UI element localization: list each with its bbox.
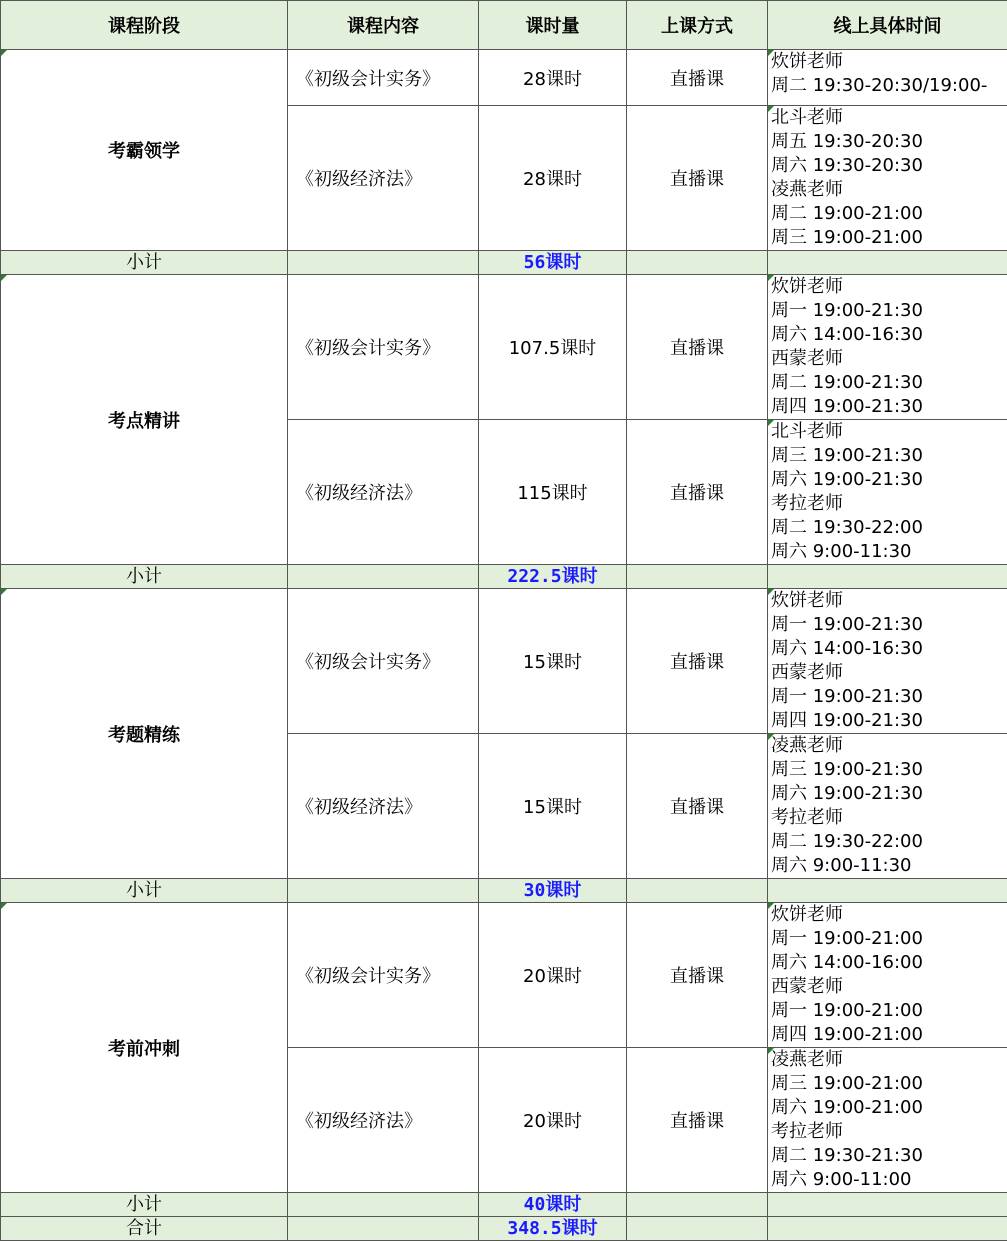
cell-marker	[768, 106, 774, 112]
subtotal-label-cell[interactable]: 小计	[1, 565, 288, 589]
schedule-line: 凌燕老师	[771, 1049, 843, 1070]
course-mode-cell[interactable]: 直播课	[627, 589, 768, 734]
course-content-cell[interactable]: 《初级会计实务》	[288, 275, 479, 420]
cell-marker	[768, 275, 774, 281]
schedule-cell[interactable]	[768, 106, 1007, 251]
schedule-line: 周六 9:00-11:30	[771, 541, 912, 562]
stage-cell[interactable]: 考题精练	[1, 589, 288, 879]
schedule-line: 炊饼老师	[771, 590, 843, 611]
subtotal-hours: 222.5课时	[507, 566, 598, 587]
subtotal-empty-cell[interactable]	[288, 565, 479, 589]
schedule-cell[interactable]	[768, 903, 1007, 1048]
schedule-line: 周二 19:30-20:30/19:00-	[771, 75, 988, 96]
schedule-line: 周六 19:00-21:30	[771, 783, 923, 804]
course-hours-cell[interactable]: 28课时	[479, 50, 627, 106]
subtotal-empty-cell[interactable]	[768, 565, 1007, 589]
subtotal-empty-cell[interactable]	[288, 879, 479, 903]
course-row	[1, 50, 1007, 106]
total-empty-cell[interactable]	[768, 1217, 1007, 1241]
total-hours-cell[interactable]	[479, 1217, 627, 1241]
header-schedule[interactable]: 线上具体时间	[768, 1, 1007, 50]
schedule-line: 周六 9:00-11:30	[771, 855, 912, 876]
subtotal-hours: 30课时	[523, 880, 582, 901]
schedule-line: 北斗老师	[771, 421, 843, 442]
course-hours-cell[interactable]: 107.5课时	[479, 275, 627, 420]
subtotal-hours: 40课时	[523, 1194, 582, 1215]
subtotal-empty-cell[interactable]	[768, 251, 1007, 275]
schedule-line: 周一 19:00-21:00	[771, 928, 923, 949]
schedule-line: 西蒙老师	[771, 662, 843, 683]
course-hours-cell[interactable]: 28课时	[479, 106, 627, 251]
course-row	[1, 903, 1007, 1048]
schedule-line: 周二 19:00-21:00	[771, 203, 923, 224]
schedule-line: 凌燕老师	[771, 179, 843, 200]
table-body	[1, 50, 1007, 1241]
header-mode[interactable]: 上课方式	[627, 1, 768, 50]
course-content-cell[interactable]: 《初级经济法》	[288, 106, 479, 251]
total-hours: 348.5课时	[507, 1218, 598, 1239]
course-hours-cell[interactable]: 20课时	[479, 903, 627, 1048]
schedule-line: 炊饼老师	[771, 51, 843, 72]
schedule-line: 周一 19:00-21:30	[771, 686, 923, 707]
course-mode-cell[interactable]: 直播课	[627, 734, 768, 879]
schedule-line: 考拉老师	[771, 1121, 843, 1142]
schedule-line: 周六 14:00-16:30	[771, 324, 923, 345]
course-hours-cell[interactable]: 15课时	[479, 734, 627, 879]
subtotal-label-cell[interactable]: 小计	[1, 879, 288, 903]
cell-marker	[768, 734, 774, 740]
header-stage[interactable]: 课程阶段	[1, 1, 288, 50]
schedule-line: 周五 19:30-20:30	[771, 131, 923, 152]
schedule-line: 周一 19:00-21:00	[771, 1000, 923, 1021]
course-content-cell[interactable]: 《初级经济法》	[288, 734, 479, 879]
schedule-cell[interactable]	[768, 1048, 1007, 1193]
schedule-line: 周三 19:00-21:00	[771, 227, 923, 248]
subtotal-row	[1, 879, 1007, 903]
schedule-line: 周二 19:30-21:30	[771, 1145, 923, 1166]
schedule-line: 周三 19:00-21:30	[771, 445, 923, 466]
subtotal-hours-cell[interactable]	[479, 879, 627, 903]
subtotal-empty-cell[interactable]	[288, 1193, 479, 1217]
schedule-line: 炊饼老师	[771, 904, 843, 925]
cell-marker	[768, 1048, 774, 1054]
subtotal-row	[1, 565, 1007, 589]
subtotal-empty-cell[interactable]	[768, 1193, 1007, 1217]
subtotal-hours-cell[interactable]	[479, 565, 627, 589]
schedule-line: 周三 19:00-21:00	[771, 1073, 923, 1094]
stage-cell[interactable]: 考点精讲	[1, 275, 288, 565]
schedule-line: 考拉老师	[771, 807, 843, 828]
schedule-line: 周六 19:00-21:30	[771, 469, 923, 490]
schedule-line: 周六 19:30-20:30	[771, 155, 923, 176]
course-content-cell[interactable]: 《初级经济法》	[288, 1048, 479, 1193]
subtotal-empty-cell[interactable]	[627, 251, 768, 275]
schedule-line: 西蒙老师	[771, 348, 843, 369]
schedule-cell[interactable]	[768, 275, 1007, 420]
schedule-line: 周六 19:00-21:00	[771, 1097, 923, 1118]
course-mode-cell[interactable]: 直播课	[627, 903, 768, 1048]
schedule-line: 北斗老师	[771, 107, 843, 128]
course-mode-cell[interactable]: 直播课	[627, 420, 768, 565]
schedule-line: 凌燕老师	[771, 735, 843, 756]
course-hours-cell[interactable]: 115课时	[479, 420, 627, 565]
cell-marker	[768, 903, 774, 909]
course-mode-cell[interactable]: 直播课	[627, 106, 768, 251]
course-hours-cell[interactable]: 20课时	[479, 1048, 627, 1193]
total-row	[1, 1217, 1007, 1241]
subtotal-empty-cell[interactable]	[768, 879, 1007, 903]
subtotal-row	[1, 251, 1007, 275]
course-mode-cell[interactable]: 直播课	[627, 50, 768, 106]
schedule-line: 周四 19:00-21:00	[771, 1024, 923, 1045]
subtotal-hours: 56课时	[523, 252, 582, 273]
schedule-line: 周二 19:30-22:00	[771, 517, 923, 538]
total-empty-cell[interactable]	[627, 1217, 768, 1241]
cell-marker	[768, 50, 774, 56]
subtotal-label-cell[interactable]: 小计	[1, 251, 288, 275]
course-row	[1, 589, 1007, 734]
header-hours[interactable]: 课时量	[479, 1, 627, 50]
total-label-cell[interactable]: 合计	[1, 1217, 288, 1241]
total-empty-cell[interactable]	[288, 1217, 479, 1241]
schedule-line: 考拉老师	[771, 493, 843, 514]
cell-marker	[1, 50, 7, 56]
schedule-line: 周二 19:00-21:30	[771, 372, 923, 393]
schedule-line: 周六 9:00-11:00	[771, 1169, 912, 1190]
stage-cell[interactable]: 考前冲刺	[1, 903, 288, 1193]
schedule-line: 西蒙老师	[771, 976, 843, 997]
course-mode-cell[interactable]: 直播课	[627, 1048, 768, 1193]
schedule-line: 周二 19:30-22:00	[771, 831, 923, 852]
schedule-line: 周一 19:00-21:30	[771, 614, 923, 635]
header-row	[1, 1, 1007, 50]
schedule-cell[interactable]	[768, 589, 1007, 734]
stage-cell[interactable]: 考霸领学	[1, 50, 288, 251]
subtotal-empty-cell[interactable]	[288, 251, 479, 275]
schedule-line: 周六 14:00-16:30	[771, 638, 923, 659]
schedule-line: 周一 19:00-21:30	[771, 300, 923, 321]
subtotal-row	[1, 1193, 1007, 1217]
subtotal-empty-cell[interactable]	[627, 1193, 768, 1217]
schedule-line: 周四 19:00-21:30	[771, 396, 923, 417]
course-content-cell[interactable]: 《初级会计实务》	[288, 50, 479, 106]
schedule-line: 周四 19:00-21:30	[771, 710, 923, 731]
schedule-cell[interactable]	[768, 420, 1007, 565]
schedule-cell[interactable]	[768, 734, 1007, 879]
cell-marker	[768, 420, 774, 426]
course-content-cell[interactable]: 《初级经济法》	[288, 420, 479, 565]
cell-marker	[1, 903, 7, 909]
schedule-line: 周三 19:00-21:30	[771, 759, 923, 780]
subtotal-hours-cell[interactable]	[479, 251, 627, 275]
course-content-cell[interactable]: 《初级会计实务》	[288, 589, 479, 734]
course-row	[1, 275, 1007, 420]
cell-marker	[1, 589, 7, 595]
cell-marker	[768, 589, 774, 595]
subtotal-label-cell[interactable]: 小计	[1, 1193, 288, 1217]
schedule-cell[interactable]	[768, 50, 1007, 106]
course-content-cell[interactable]: 《初级会计实务》	[288, 903, 479, 1048]
course-mode-cell[interactable]: 直播课	[627, 275, 768, 420]
course-hours-cell[interactable]: 15课时	[479, 589, 627, 734]
cell-marker	[1, 275, 7, 281]
header-content[interactable]: 课程内容	[288, 1, 479, 50]
schedule-line: 周六 14:00-16:00	[771, 952, 923, 973]
schedule-line: 炊饼老师	[771, 276, 843, 297]
subtotal-hours-cell[interactable]	[479, 1193, 627, 1217]
subtotal-empty-cell[interactable]	[627, 565, 768, 589]
subtotal-empty-cell[interactable]	[627, 879, 768, 903]
